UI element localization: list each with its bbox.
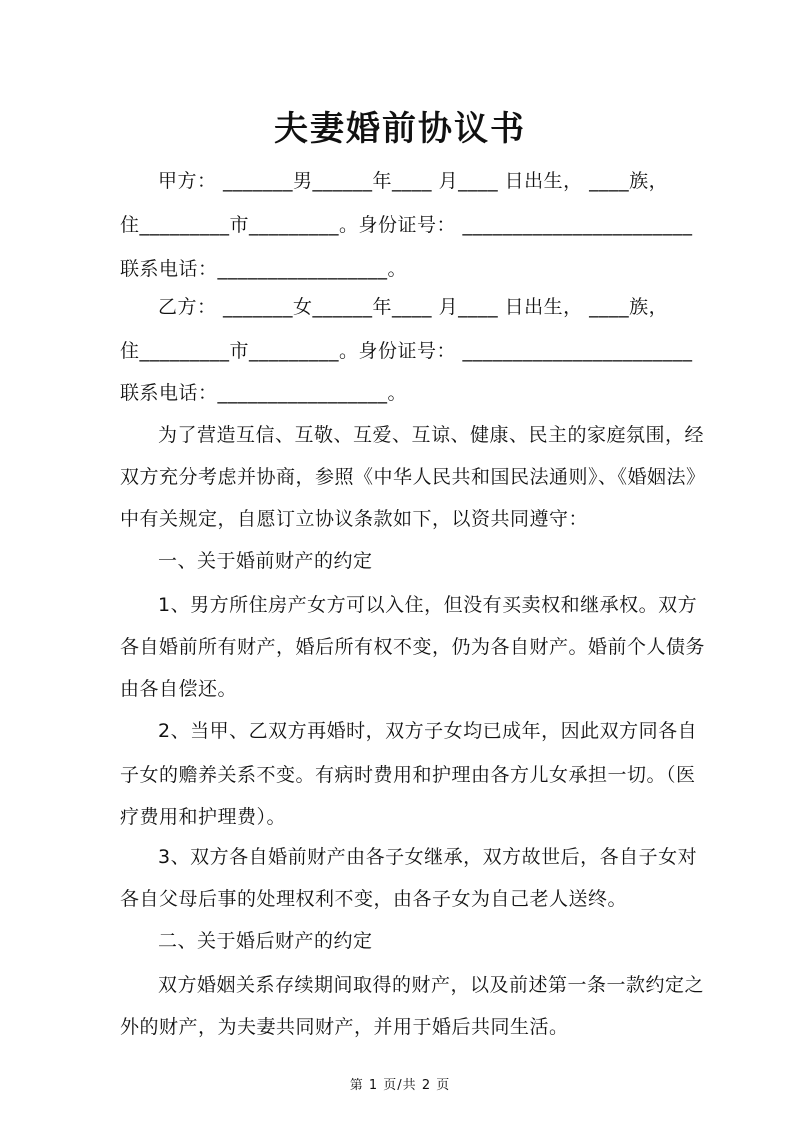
party-b-line-2: 住_________市_________。身份证号： _______________________ — [120, 340, 693, 362]
section-2-line-1: 双方婚姻关系存续期间取得的财产，以及前述第一条一款约定之 — [158, 974, 705, 996]
clause-2-line-3: 疗费用和护理费）。 — [120, 806, 287, 828]
clause-1-line-2: 各自婚前所有财产，婚后所有权不变，仍为各自财产。婚前个人债务 — [120, 636, 706, 658]
page-number-footer: 第 1 页/共 2 页 — [349, 1078, 451, 1093]
clause-3-line-1: 3、双方各自婚前财产由各子女继承，双方故世后，各自子女对 — [158, 846, 698, 868]
section-2-heading: 二、关于婚后财产的约定 — [158, 930, 373, 952]
party-b-phone-line: 联系电话：_________________。 — [120, 382, 408, 404]
clause-3-line-2: 各自父母后事的处理权利不变，由各子女为自己老人送终。 — [120, 888, 628, 910]
clause-1-line-3: 由各自偿还。 — [120, 678, 238, 700]
section-2-line-2: 外的财产，为夫妻共同财产，并用于婚后共同生活。 — [120, 1016, 569, 1038]
party-b-line-1: 乙方： _______女______年____ 月____ 日出生， ____族， — [158, 296, 669, 318]
party-a-line-2: 住_________市_________。身份证号： _______________________ — [120, 214, 693, 236]
preamble-line-3: 中有关规定，自愿订立协议条款如下，以资共同遵守： — [120, 508, 589, 530]
party-a-phone-line: 联系电话：_________________。 — [120, 258, 408, 280]
preamble-line-1: 为了营造互信、互敬、互爱、互谅、健康、民主的家庭氛围，经 — [158, 424, 705, 446]
document-title: 夫妻婚前协议书 — [274, 109, 526, 149]
party-a-line-1: 甲方： _______男______年____ 月____ 日出生， ____族， — [158, 170, 669, 192]
clause-2-line-2: 子女的赡养关系不变。有病时费用和护理由各方儿女承担一切。（医 — [120, 764, 696, 786]
preamble-line-2: 双方充分考虑并协商，参照《中华人民共和国民法通则》、《婚姻法》 — [120, 466, 706, 488]
clause-1-line-1: 1、男方所住房产女方可以入住，但没有买卖权和继承权。双方 — [158, 594, 698, 616]
clause-2-line-1: 2、当甲、乙双方再婚时，双方子女均已成年，因此双方同各自 — [158, 720, 698, 742]
section-1-heading: 一、关于婚前财产的约定 — [158, 550, 373, 572]
